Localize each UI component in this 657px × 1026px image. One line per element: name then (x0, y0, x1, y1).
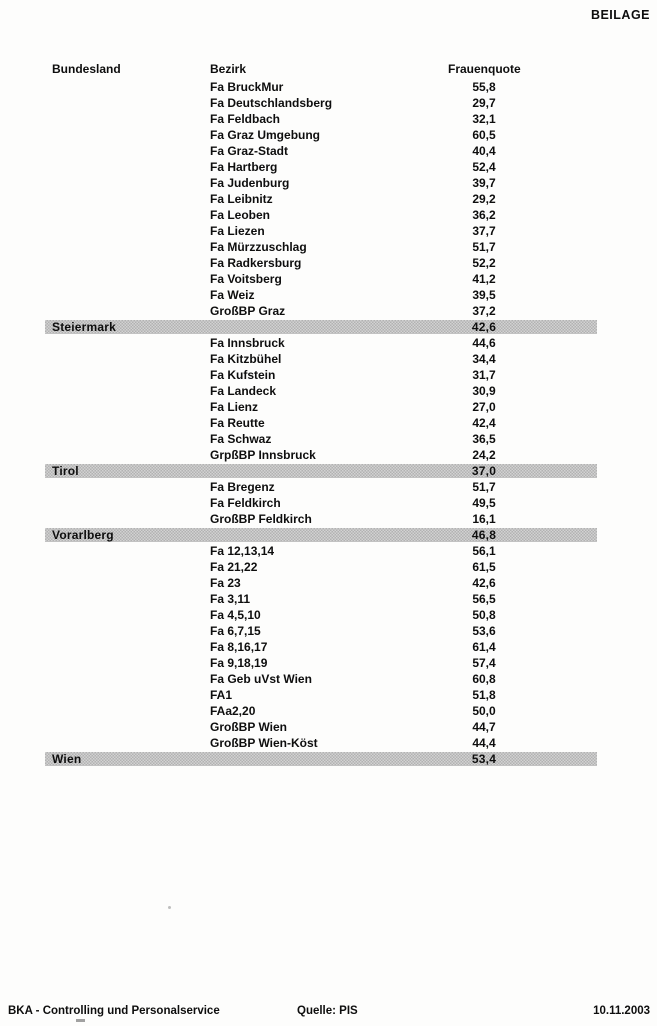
cell-frauenquote: 31,7 (472, 368, 496, 382)
table-row (0, 111, 657, 127)
cell-frauenquote: 60,8 (472, 672, 496, 686)
cell-frauenquote: 61,5 (472, 560, 496, 574)
table-row (0, 159, 657, 175)
total-row (0, 319, 657, 335)
table-row (0, 655, 657, 671)
cell-bezirk: Fa 9,18,19 (210, 656, 268, 670)
total-row (0, 527, 657, 543)
table-row (0, 543, 657, 559)
table-row (0, 207, 657, 223)
cell-bundesland: Steiermark (52, 320, 117, 334)
cell-bezirk: Fa Landeck (210, 384, 277, 398)
cell-bezirk: Fa 4,5,10 (210, 608, 261, 622)
cell-bezirk: GroßBP Graz (210, 304, 286, 318)
table-row (0, 639, 657, 655)
table-row (0, 143, 657, 159)
cell-frauenquote: 53,4 (471, 752, 497, 766)
table-header-row (0, 62, 657, 79)
cell-frauenquote: 37,0 (471, 464, 497, 478)
cell-frauenquote: 29,7 (472, 96, 496, 110)
cell-bezirk: Fa Kufstein (210, 368, 276, 382)
cell-frauenquote: 61,4 (472, 640, 496, 654)
cell-frauenquote: 52,2 (472, 256, 496, 270)
cell-frauenquote: 39,7 (472, 176, 496, 190)
scan-artifact (168, 906, 171, 909)
cell-bezirk: FA1 (210, 688, 233, 702)
table-row (0, 239, 657, 255)
table-row (0, 559, 657, 575)
cell-frauenquote: 50,8 (472, 608, 496, 622)
table-row (0, 575, 657, 591)
cell-bezirk: GroßBP Wien-Köst (210, 736, 318, 750)
cell-frauenquote: 46,8 (471, 528, 497, 542)
cell-frauenquote: 39,5 (472, 288, 496, 302)
cell-frauenquote: 40,4 (472, 144, 496, 158)
cell-bezirk: Fa Schwaz (210, 432, 272, 446)
column-header-bundesland: Bundesland (52, 62, 121, 76)
cell-frauenquote: 30,9 (472, 384, 496, 398)
table-row (0, 271, 657, 287)
table-row (0, 415, 657, 431)
cell-bezirk: Fa Mürzzuschlag (210, 240, 307, 254)
cell-bezirk: Fa Leoben (210, 208, 271, 222)
footer-date: 10.11.2003 (593, 1005, 650, 1017)
table-row (0, 703, 657, 719)
page-tag: BEILAGE (590, 8, 650, 22)
cell-frauenquote: 37,7 (472, 224, 496, 238)
cell-frauenquote: 49,5 (472, 496, 496, 510)
cell-frauenquote: 24,2 (472, 448, 496, 462)
cell-bezirk: Fa Deutschlandsberg (210, 96, 333, 110)
cell-frauenquote: 44,6 (472, 336, 496, 350)
cell-bezirk: Fa 3,11 (210, 592, 251, 606)
cell-frauenquote: 50,0 (472, 704, 496, 718)
cell-bezirk: Fa Voitsberg (210, 272, 282, 286)
cell-frauenquote: 27,0 (472, 400, 496, 414)
cell-bezirk: Fa BruckMur (210, 80, 284, 94)
cell-frauenquote: 34,4 (472, 352, 496, 366)
cell-bezirk: Fa Feldkirch (210, 496, 281, 510)
table-row (0, 223, 657, 239)
cell-frauenquote: 32,1 (472, 112, 496, 126)
cell-bezirk: Fa Radkersburg (210, 256, 302, 270)
cell-bezirk: Fa Innsbruck (210, 336, 285, 350)
footer-org: BKA - Controlling und Personalservice (8, 1005, 220, 1017)
column-header-bezirk: Bezirk (210, 62, 247, 76)
total-row (0, 751, 657, 767)
cell-frauenquote: 41,2 (472, 272, 496, 286)
table-row (0, 79, 657, 95)
table-body (0, 79, 657, 767)
table-row (0, 479, 657, 495)
footer-source: Quelle: PIS (297, 1005, 358, 1017)
cell-frauenquote: 44,4 (472, 736, 496, 750)
cell-bezirk: Fa Bregenz (210, 480, 275, 494)
cell-frauenquote: 52,4 (472, 160, 496, 174)
cell-bezirk: FAa2,20 (210, 704, 256, 718)
table-row (0, 623, 657, 639)
table-row (0, 671, 657, 687)
cell-bezirk: Fa 12,13,14 (210, 544, 275, 558)
table-row (0, 431, 657, 447)
table-row (0, 495, 657, 511)
table-row (0, 255, 657, 271)
table-row (0, 399, 657, 415)
cell-bezirk: Fa Leibnitz (210, 192, 273, 206)
cell-frauenquote: 56,5 (472, 592, 496, 606)
cell-frauenquote: 55,8 (472, 80, 496, 94)
cell-bezirk: Fa Weiz (210, 288, 255, 302)
cell-frauenquote: 53,6 (472, 624, 496, 638)
cell-bezirk: Fa 6,7,15 (210, 624, 261, 638)
cell-bezirk: Fa Feldbach (210, 112, 281, 126)
cell-bezirk: Fa Graz Umgebung (210, 128, 321, 142)
table-row (0, 335, 657, 351)
table-row (0, 447, 657, 463)
cell-frauenquote: 36,5 (472, 432, 496, 446)
cell-bezirk: Fa Reutte (210, 416, 265, 430)
table-row (0, 591, 657, 607)
cell-bundesland: Tirol (52, 464, 79, 478)
cell-frauenquote: 42,6 (472, 576, 496, 590)
cell-frauenquote: 42,6 (471, 320, 497, 334)
table-row (0, 127, 657, 143)
table-row (0, 687, 657, 703)
total-row (0, 463, 657, 479)
cell-bezirk: GroßBP Feldkirch (210, 512, 312, 526)
cell-bezirk: GrpßBP Innsbruck (210, 448, 316, 462)
table-row (0, 191, 657, 207)
cell-bezirk: Fa Lienz (210, 400, 259, 414)
cell-bezirk: Fa 21,22 (210, 560, 258, 574)
table-row (0, 303, 657, 319)
cell-frauenquote: 42,4 (472, 416, 496, 430)
cell-frauenquote: 44,7 (472, 720, 496, 734)
cell-bundesland: Vorarlberg (52, 528, 114, 542)
table-row (0, 735, 657, 751)
page-footer (0, 1005, 657, 1021)
cell-frauenquote: 36,2 (472, 208, 496, 222)
cell-frauenquote: 51,8 (472, 688, 496, 702)
cell-bezirk: Fa 23 (210, 576, 241, 590)
table-row (0, 287, 657, 303)
cell-bezirk: Fa Judenburg (210, 176, 290, 190)
cell-frauenquote: 60,5 (472, 128, 496, 142)
cell-bundesland: Wien (52, 752, 82, 766)
cell-frauenquote: 57,4 (472, 656, 496, 670)
table-row (0, 351, 657, 367)
table-row (0, 95, 657, 111)
cell-frauenquote: 37,2 (472, 304, 496, 318)
cell-frauenquote: 29,2 (472, 192, 496, 206)
cell-bezirk: Fa Geb uVst Wien (210, 672, 312, 686)
cell-bezirk: Fa Kitzbühel (210, 352, 282, 366)
table-row (0, 511, 657, 527)
table-row (0, 383, 657, 399)
column-header-frauenquote: Frauenquote (448, 62, 521, 76)
table-row (0, 367, 657, 383)
cell-bezirk: Fa Hartberg (210, 160, 278, 174)
cell-frauenquote: 16,1 (472, 512, 496, 526)
cell-bezirk: Fa Liezen (210, 224, 265, 238)
cell-frauenquote: 51,7 (472, 480, 496, 494)
table-row (0, 607, 657, 623)
cell-bezirk: Fa Graz-Stadt (210, 144, 289, 158)
scan-artifact (76, 1019, 85, 1022)
cell-frauenquote: 56,1 (472, 544, 496, 558)
table-row (0, 719, 657, 735)
cell-bezirk: Fa 8,16,17 (210, 640, 268, 654)
table-row (0, 175, 657, 191)
cell-bezirk: GroßBP Wien (210, 720, 288, 734)
cell-frauenquote: 51,7 (472, 240, 496, 254)
